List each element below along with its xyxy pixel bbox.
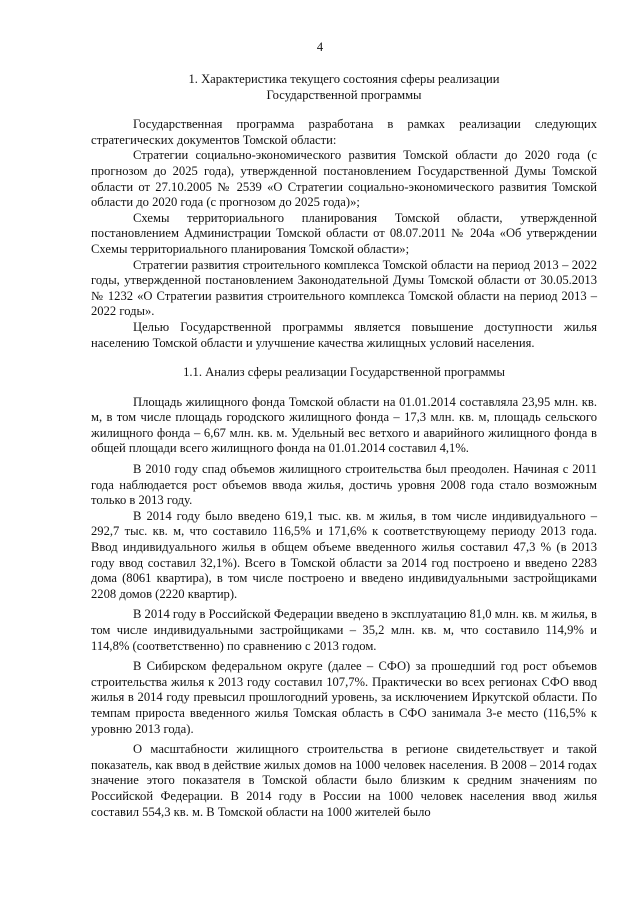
- paragraph: Стратегии развития строительного комплекса Томской области на период 2013 – 2022 годы, утвержденной постановлением Законодательной Думы Томской области от 30.05.2013 № 1232 «О Стратегии развития строительного комплекса Томской области на период 2013 – 2022 годы».: [91, 257, 597, 319]
- paragraph: Целью Государственной программы является повышение доступности жилья населению Томской области и улучшение качества жилищных условий населения.: [91, 319, 597, 350]
- paragraph: В 2014 году в Российской Федерации введено в эксплуатацию 81,0 млн. кв. м жилья, в том числе индивидуальными застройщиками – 35,2 млн. кв. м, что составило 114,9% и 114,8% (соответственно) по сравнению с 2013 годом.: [91, 607, 597, 653]
- document-body: [91, 72, 597, 820]
- paragraph: В 2010 году спад объемов жилищного строительства был преодолен. Начиная с 2011 года наблюдается рост объемов ввода жилья, достичь уровня 2008 года стало возможным только в 2013 году.: [91, 462, 597, 508]
- paragraph: О масштабности жилищного строительства в регионе свидетельствует и такой показатель, как ввод в действие жилых домов на 1000 человек населения. В 2008 – 2014 годах значение этого показателя в Томской области было близким к средним значениям по Российской Федерации. В 2014 году в России на 1000 человек населения ввод жилья составил 554,3 кв. м. В Томской области на 1000 жителей было: [91, 742, 597, 819]
- section-1-heading-line-2: Государственной программы: [266, 87, 422, 102]
- paragraph: Площадь жилищного фонда Томской области на 01.01.2014 составляла 23,95 млн. кв. м, в том числе площадь городского жилищного фонда – 17,3 млн. кв. м, площадь сельского жилищного фонда – 6,67 млн. кв. м. Удельный вес ветхого и аварийного жилищного фонда в общей площади всего жилищного фонда на 01.01.2014 составил 4,1%.: [91, 394, 597, 456]
- paragraph: В 2014 году было введено 619,1 тыс. кв. м жилья, в том числе индивидуального – 292,7 тыс. кв. м, что составило 116,5% и 171,6% к соответствующему периоду 2013 года. Ввод индивидуального жилья в общем объеме введенного жилья составил 47,3 % (в 2013 году ввод составил 32,1%). Всего в Томской области за 2014 год построено и введено 2283 дома (8061 квартира), в том числе построено и введено индивидуальными застройщиками 2208 домов (2220 квартир).: [91, 508, 597, 601]
- paragraph: В Сибирском федеральном округе (далее – СФО) за прошедший год рост объемов строительства жилья к 2013 году составил 107,7%. Практически во всех регионах СФО ввод жилья в 2014 году превысил прошлогодний уровень, за исключением Иркутской области. По темпам прироста введенного жилья Томская область в СФО занимала 3-е место (116,5% к уровню 2013 года).: [91, 659, 597, 736]
- paragraph: Стратегии социально-экономического развития Томской области до 2020 года (с прогнозом до 2025 года), утвержденной постановлением Государственной Думы Томской области от 27.10.2005 № 2539 «О Стратегии социально-экономического развития Томской области до 2020 года (с прогнозом до 2025 года)»;: [91, 148, 597, 210]
- paragraph: Государственная программа разработана в рамках реализации следующих стратегических документов Томской области:: [91, 117, 597, 147]
- page-number: 4: [316, 40, 324, 54]
- section-1-1-heading: 1.1. Анализ сферы реализации Государственной программы: [183, 365, 505, 380]
- section-1-heading: 1. Характеристика текущего состояния сферы реализации: [188, 72, 500, 86]
- paragraph: Схемы территориального планирования Томской области, утвержденной постановлением Администрации Томской области от 08.07.2011 № 204а «Об утверждении Схемы территориального планирования Томской области»;: [91, 210, 597, 256]
